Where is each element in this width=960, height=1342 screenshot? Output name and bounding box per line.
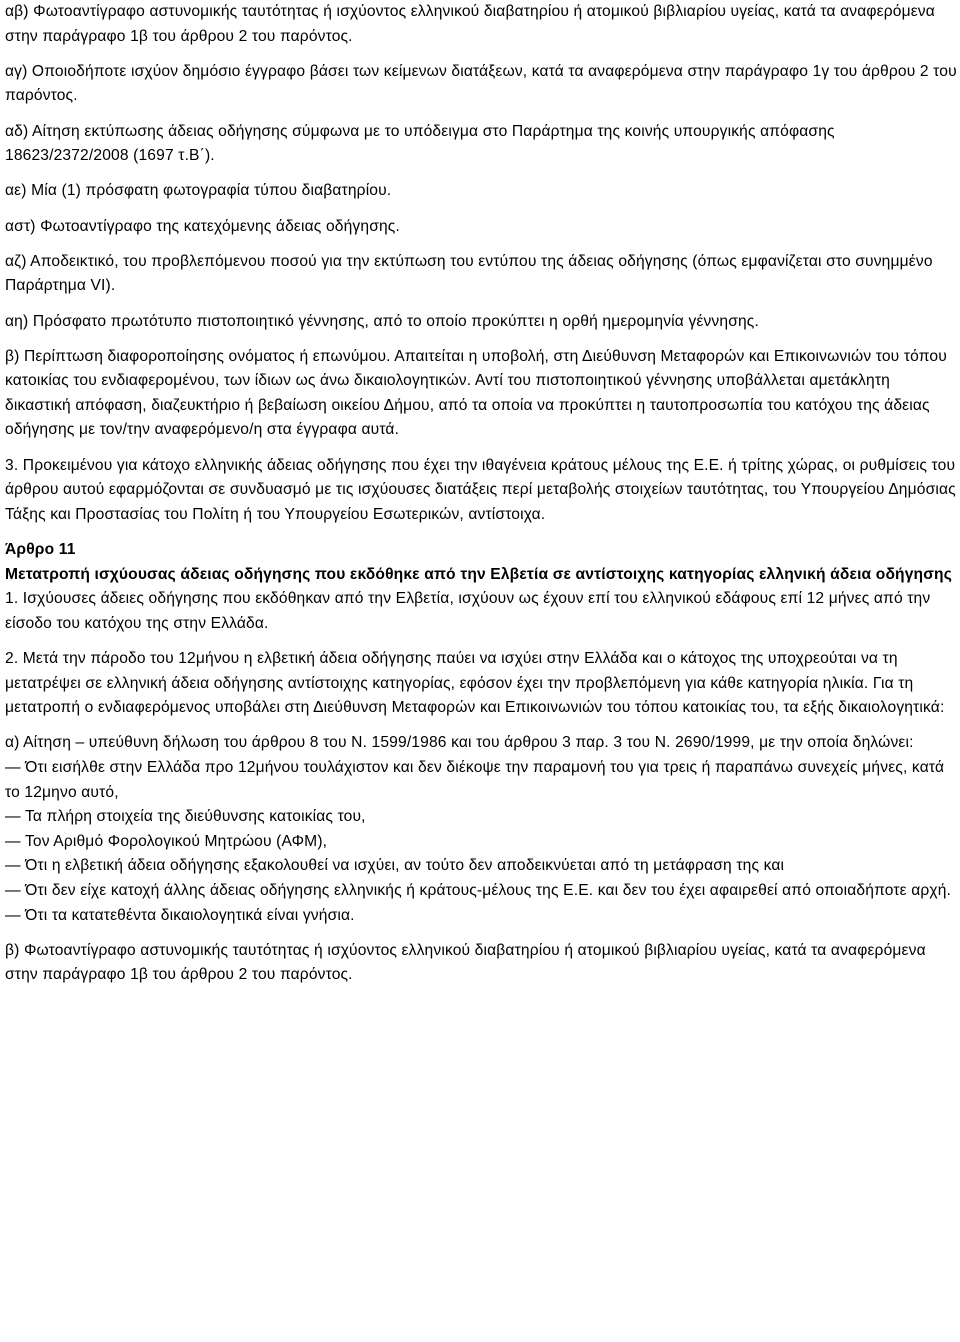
- item-a-bullet: — Τα πλήρη στοιχεία της διεύθυνσης κατοικίας του,: [5, 808, 366, 826]
- paragraph-ah: αη) Πρόσφατο πρωτότυπο πιστοποιητικό γέννησης, από το οποίο προκύπτει η ορθή ημερομηνία γέννησης.: [5, 312, 759, 330]
- paragraph-ab: αβ) Φωτοαντίγραφο αστυνομικής ταυτότητας ή ισχύοντος ελληνικού διαβατηρίου ή ατομικού βιβλιαρίου υγείας, κατά τα αναφερόμενα στην παράγραφο 1β του άρθρου 2 του παρόντος.: [5, 3, 935, 45]
- paragraph-ast: αστ) Φωτοαντίγραφο της κατεχόμενης άδειας οδήγησης.: [5, 217, 400, 235]
- article-title: Μετατροπή ισχύουσας άδειας οδήγησης που εκδόθηκε από την Ελβετία σε αντίστοιχης κατηγορίας ελληνική άδεια οδήγησης: [5, 565, 952, 583]
- item-b: β) Φωτοαντίγραφο αστυνομικής ταυτότητας ή ισχύοντος ελληνικού διαβατηρίου ή ατομικού βιβλιαρίου υγείας, κατά τα αναφερόμενα στην παράγραφο 1β του άρθρου 2 του παρόντος.: [5, 941, 926, 984]
- paragraph-ad: αδ) Αίτηση εκτύπωσης άδειας οδήγησης σύμφωνα με το υπόδειγμα στο Παράρτημα της κοινής υπουργικής απόφασης 18623/2372/2008 (1697 τ.Β΄).: [5, 122, 835, 165]
- paragraph-b-name-change: β) Περίπτωση διαφοροποίησης ονόματος ή επωνύμου. Απαιτείται η υποβολή, στη Διεύθυνση Μεταφορών και Επικοινωνιών του τόπου κατοικίας του ενδιαφερομένου, των ίδιων ως άνω δικαιολογητικών. Αντί του πιστοποιητικού γέννησης υποβάλλεται αμετάκλητη δικαστική απόφαση, διαζευκτήριο ή βεβαίωση οικείου Δήμου, από τα οποία να προκύπτει η ταυτοπροσωπία του κατόχου της άδειας οδήγησης με τον/την αναφερόμενο/η στα έγγραφα αυτά.: [5, 347, 947, 439]
- paragraph-3: 3. Προκειμένου για κάτοχο ελληνικής άδειας οδήγησης που έχει την ιθαγένεια κράτους μέλους της Ε.Ε. ή τρίτης χώρας, οι ρυθμίσεις του άρθρου αυτού εφαρμόζονται σε συνδυασμό με τις ισχύουσες διατάξεις περί μεταβολής στοιχείων ταυτότητας, του Υπουργείου Δημόσιας Τάξης και Προστασίας του Πολίτη ή του Υπουργείου Εσωτερικών, αντίστοιχα.: [5, 456, 956, 523]
- item-a-bullet: — Ότι δεν είχε κατοχή άλλης άδειας οδήγησης ελληνικής ή κράτους-μέλους της Ε.Ε. και δεν του έχει αφαιρεθεί από οποιαδήποτε αρχή.: [5, 881, 952, 899]
- paragraph-ae: αε) Μία (1) πρόσφατη φωτογραφία τύπου διαβατηρίου.: [5, 182, 392, 200]
- article-paragraph-1: 1. Ισχύουσες άδειες οδήγησης που εκδόθηκαν από την Ελβετία, ισχύουν ως έχουν επί του ελληνικού εδάφους επί 12 μήνες από την είσοδο του κατόχου της στην Ελλάδα.: [5, 590, 931, 632]
- article-number: Άρθρο 11: [5, 541, 76, 559]
- document-page: [5, 0, 957, 988]
- item-a-bullet: — Ότι τα κατατεθέντα δικαιολογητικά είναι γνήσια.: [5, 906, 355, 924]
- item-a-bullet: — Τον Αριθμό Φορολογικού Μητρώου (ΑΦΜ),: [5, 832, 328, 850]
- item-a-intro: α) Αίτηση – υπεύθυνη δήλωση του άρθρου 8 του Ν. 1599/1986 και του άρθρου 3 παρ. 3 του Ν. 2690/1999, με την οποία δηλώνει:: [5, 734, 914, 752]
- article-paragraph-2: 2. Μετά την πάροδο του 12μήνου η ελβετική άδεια οδήγησης παύει να ισχύει στην Ελλάδα και ο κάτοχος της υποχρεούται να τη μετατρέψει σε ελληνική άδεια οδήγησης αντίστοιχης κατηγορίας, εφόσον έχει την προβλεπόμενη για κάθε κατηγορία ηλικία. Για τη μετατροπή ο ενδιαφερόμενος υποβάλει στη Διεύθυνση Μεταφορών και Επικοινωνιών του τόπου κατοικίας του, τα εξής δικαιολογητικά:: [5, 650, 945, 717]
- paragraph-az: αζ) Αποδεικτικό, του προβλεπόμενου ποσού για την εκτύπωση του εντύπου της άδειας οδήγησης (όπως εμφανίζεται στο συνημμένο Παράρτημα VI).: [5, 252, 933, 295]
- paragraph-ag: αγ) Οποιοδήποτε ισχύον δημόσιο έγγραφο βάσει των κείμενων διατάξεων, κατά τα αναφερόμενα στην παράγραφο 1γ του άρθρου 2 του παρόντος.: [5, 62, 957, 105]
- item-a-bullet: — Ότι εισήλθε στην Ελλάδα προ 12μήνου τουλάχιστον και δεν διέκοψε την παραμονή του για τρεις ή παραπάνω συνεχείς μήνες, κατά το 12μηνο αυτό,: [5, 758, 945, 801]
- item-a-bullet: — Ότι η ελβετική άδεια οδήγησης εξακολουθεί να ισχύει, αν τούτο δεν αποδεικνύεται από τη μετάφραση της και: [5, 857, 785, 875]
